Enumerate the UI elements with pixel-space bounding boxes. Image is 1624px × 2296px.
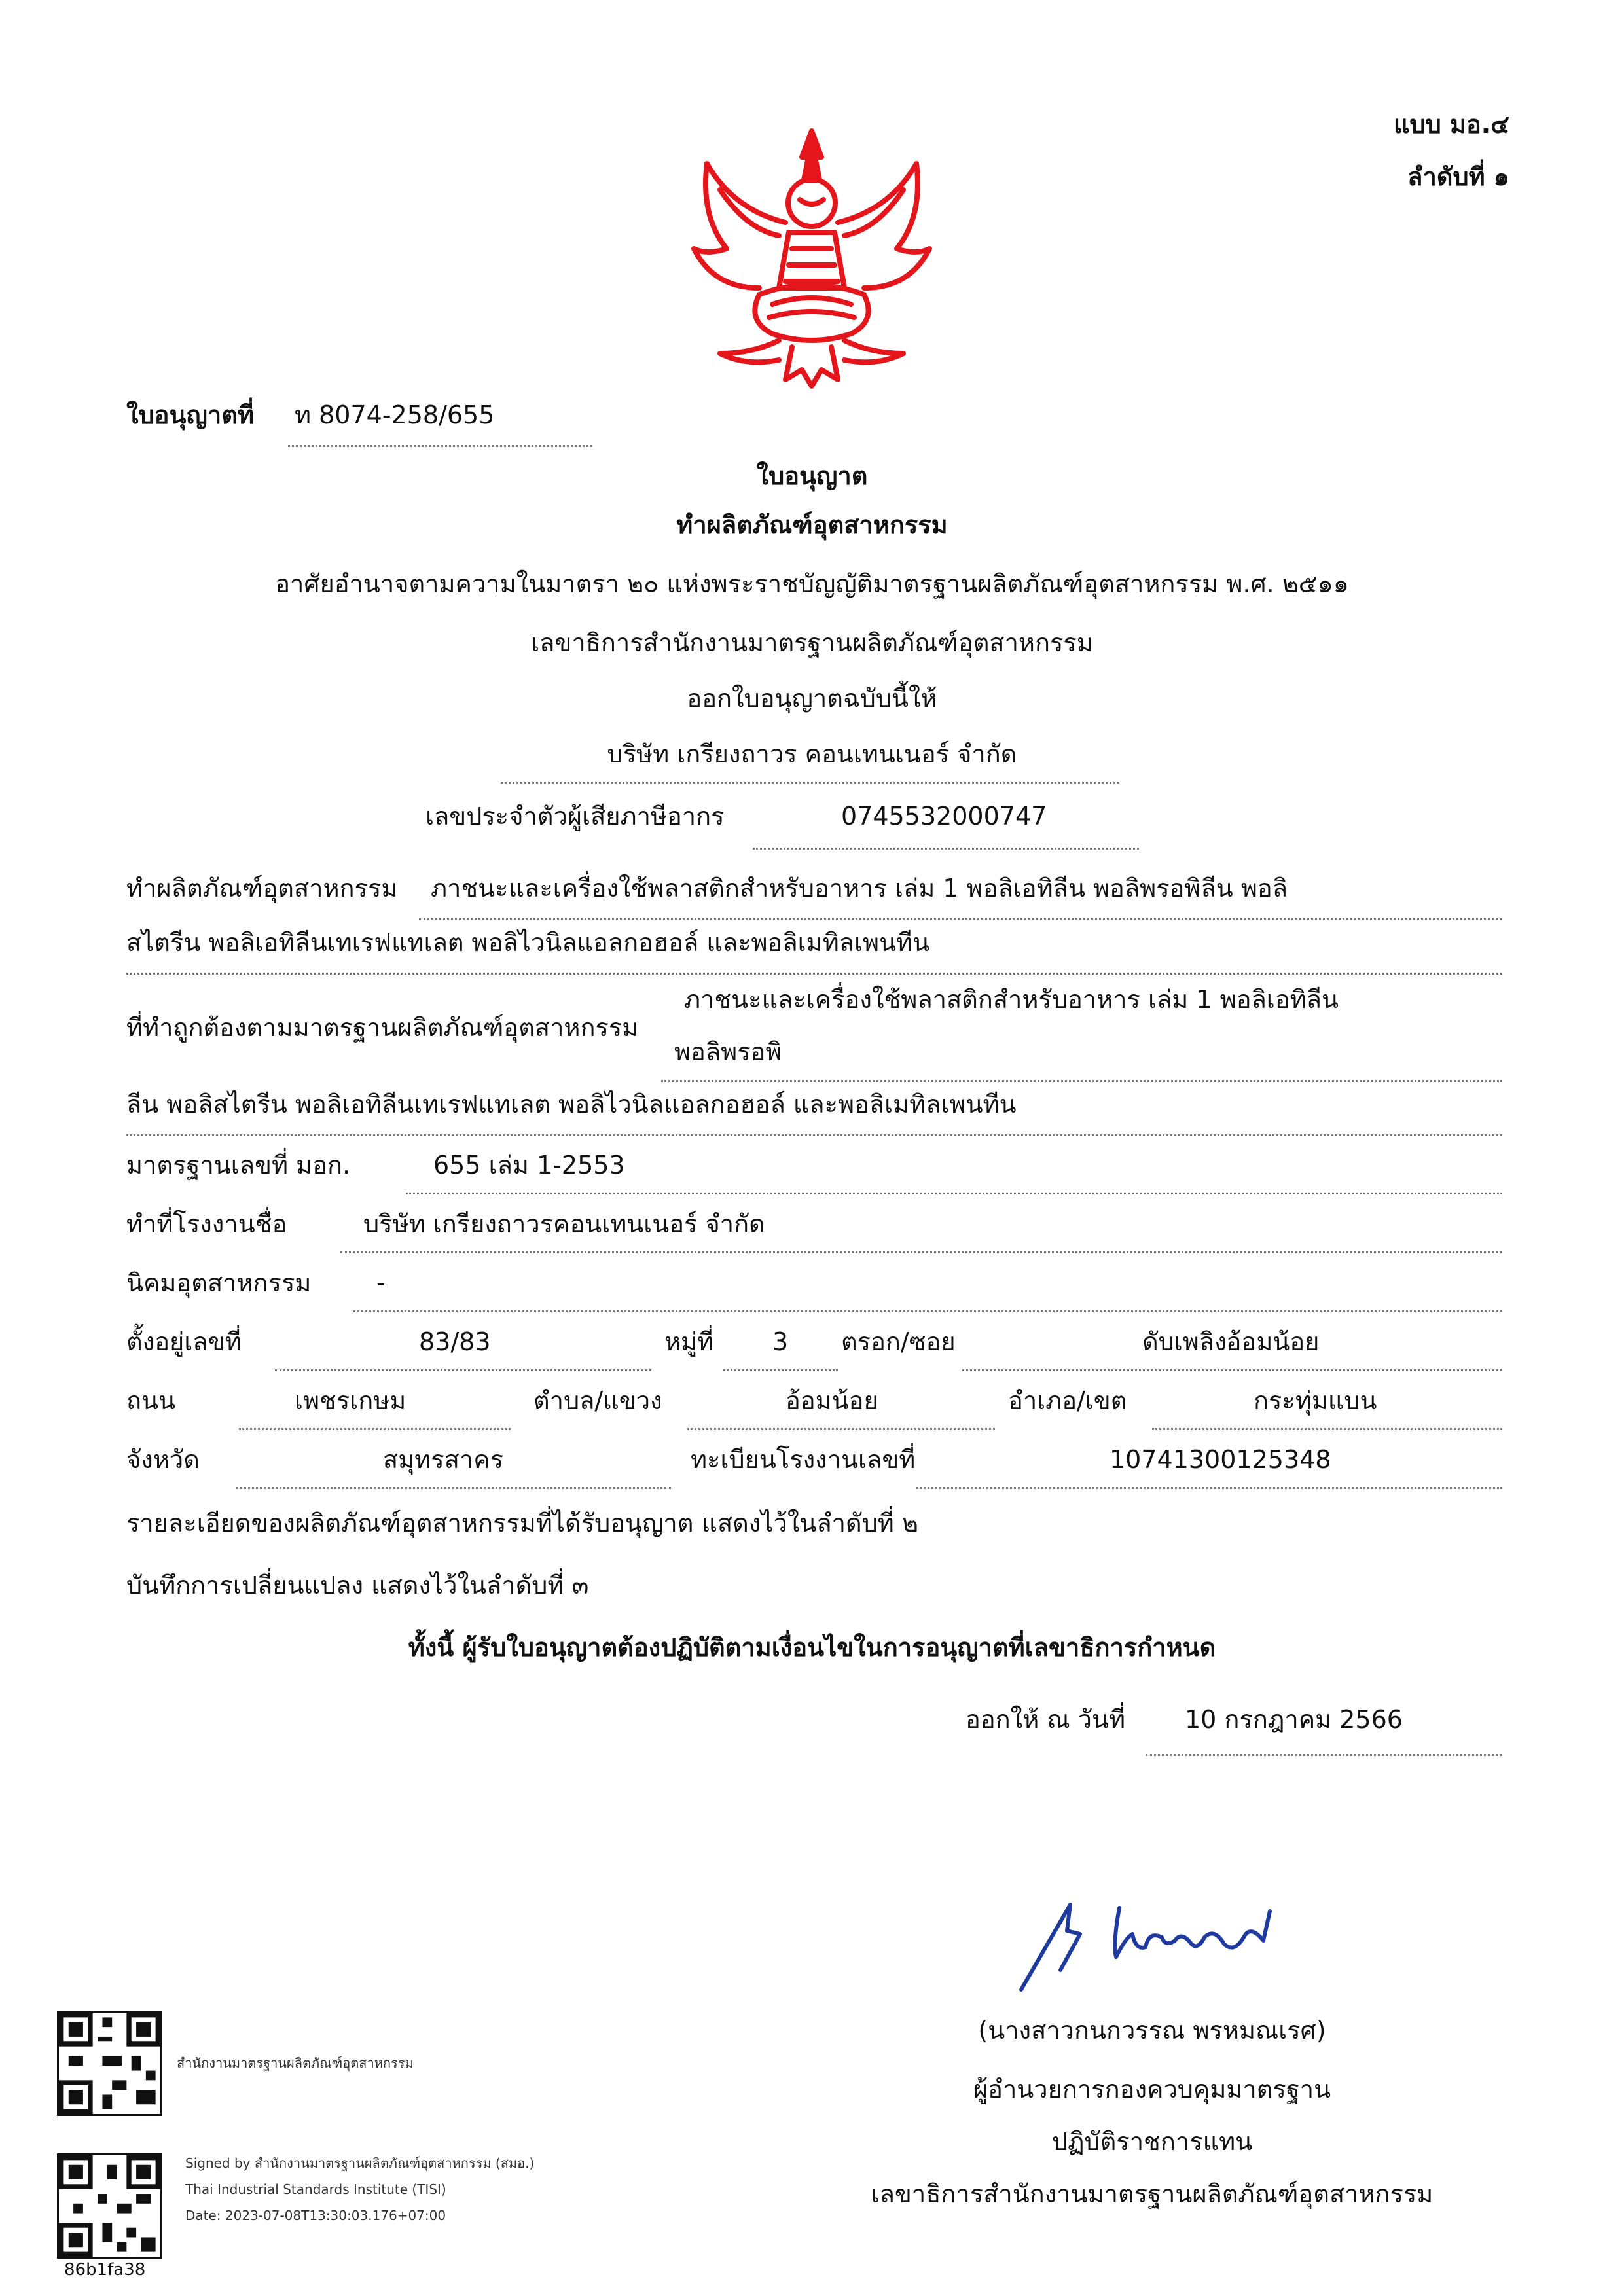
company-underline (501, 782, 1119, 784)
estate-label: นิคมอุตสาหกรรม (126, 1268, 312, 1297)
tax-id-underline (753, 848, 1139, 850)
issue-date-value: 10 กรกฎาคม 2566 (1185, 1705, 1403, 1734)
subdistrict-underline (687, 1428, 995, 1430)
standard-underline-1 (661, 1080, 1502, 1082)
changes-note: บันทึกการเปลี่ยนแปลง แสดงไว้ในลำดับที่ ๓ (126, 1571, 589, 1600)
signatory-title3: เลขาธิการสำนักงานมาตรฐานผลิตภัณฑ์อุตสาหกรรม (871, 2179, 1434, 2208)
factory-name-value: บริษัท เกรียงถาวรคอนเทนเนอร์ จำกัด (363, 1210, 765, 1238)
license-number-underline (288, 445, 592, 447)
factory-reg-value: 10741300125348 (1110, 1445, 1331, 1474)
signature-image (1008, 1885, 1309, 2003)
product-underline-1 (419, 918, 1502, 920)
estate-value: - (376, 1268, 386, 1297)
qr-pattern-icon (59, 2013, 160, 2114)
standard-line1: ภาชนะและเครื่องใช้พลาสติกสำหรับอาหาร เล่ม 1 พอลิเอทิลีน (684, 985, 1339, 1014)
district-underline (1152, 1428, 1502, 1430)
authority-line: อาศัยอำนาจตามความในมาตรา ๒๐ แห่งพระราชบัญญัติมาตรฐานผลิตภัณฑ์อุตสาหกรรม พ.ศ. ๒๕๑๑ (275, 569, 1349, 598)
issue-date-label: ออกให้ ณ วันที่ (965, 1705, 1126, 1734)
licensee-company: บริษัท เกรียงถาวร คอนเทนเนอร์ จำกัด (607, 740, 1017, 768)
district-value: กระทุ่มแบน (1254, 1386, 1377, 1415)
tax-id-value: 0745532000747 (841, 802, 1047, 831)
signatory-title2: ปฏิบัติราชการแทน (1051, 2127, 1253, 2156)
moo-value: 3 (772, 1327, 789, 1356)
moo-underline (723, 1369, 838, 1371)
detail-note: รายละเอียดของผลิตภัณฑ์อุตสาหกรรมที่ได้รับอนุญาต แสดงไว้ในลำดับที่ ๒ (126, 1509, 918, 1537)
moo-label: หมู่ที่ (664, 1327, 714, 1356)
form-type: แบบ มอ.๔ (1393, 110, 1509, 139)
product-underline-2 (126, 973, 1502, 975)
qr-pattern-icon (59, 2155, 160, 2257)
road-label: ถนน (126, 1386, 175, 1415)
factory-reg-label: ทะเบียนโรงงานเลขที่ (691, 1445, 916, 1474)
factory-name-underline (340, 1251, 1502, 1253)
address-no-underline (275, 1369, 651, 1371)
factory-reg-underline (916, 1487, 1502, 1489)
condition-note: ทั้งนี้ ผู้รับใบอนุญาตต้องปฏิบัติตามเงื่อนไขในการอนุญาตที่เลขาธิการกำหนด (408, 1633, 1216, 1662)
district-label: อำเภอ/เขต (1008, 1386, 1127, 1415)
standard-line2: ลีน พอลิสไตรีน พอลิเอทิลีนเทเรฟแทเลต พอลิไวนิลแอลกอฮอล์ และพอลิเมทิลเพนทีน (126, 1090, 1017, 1119)
estate-underline (353, 1310, 1502, 1312)
product-line2: สไตรีน พอลิเอทิลีนเทเรฟแทเลต พอลิไวนิลแอลกอฮอล์ และพอลิเมทิลเพนทีน (126, 928, 930, 957)
license-number-label: ใบอนุญาตที่ (126, 401, 254, 429)
factory-name-label: ทำที่โรงงานชื่อ (126, 1210, 287, 1238)
signatory-name: (นางสาวกนกวรรณ พรหมณเรศ) (978, 2016, 1326, 2045)
standard-no-value: 655 เล่ม 1-2553 (433, 1151, 625, 1179)
issue-line: ออกใบอนุญาตฉบับนี้ให้ (687, 684, 937, 713)
province-label: จังหวัด (126, 1445, 200, 1474)
verification-qr-code[interactable] (57, 2011, 162, 2116)
road-underline (239, 1428, 511, 1430)
soi-value: ดับเพลิงอ้อมน้อย (1142, 1327, 1320, 1356)
subdistrict-value: อ้อมน้อย (785, 1386, 878, 1415)
soi-label: ตรอก/ซอย (841, 1327, 956, 1356)
address-no-value: 83/83 (419, 1327, 491, 1356)
document-title: ใบอนุญาต (756, 461, 868, 490)
soi-underline (962, 1369, 1502, 1371)
standard-no-underline (406, 1193, 1502, 1194)
standard-label: ที่ทำถูกต้องตามมาตรฐานผลิตภัณฑ์อุตสาหกรรม (126, 1013, 639, 1042)
footer-org-en: Thai Industrial Standards Institute (TISI) (185, 2181, 446, 2197)
tax-id-label: เลขประจำตัวผู้เสียภาษีอากร (425, 802, 725, 831)
footer-date: Date: 2023-07-08T13:30:03.176+07:00 (185, 2208, 446, 2223)
footer-office: สำนักงานมาตรฐานผลิตภัณฑ์อุตสาหกรรม (177, 2055, 414, 2071)
product-line1: ภาชนะและเครื่องใช้พลาสติกสำหรับอาหาร เล่ม 1 พอลิเอทิลีน พอลิพรอพิลีน พอลิ (431, 874, 1288, 903)
issue-date-underline (1146, 1754, 1502, 1756)
form-order: ลำดับที่ ๑ (1407, 162, 1509, 191)
province-value: สมุทรสาคร (383, 1445, 504, 1474)
signature-qr-code[interactable] (57, 2153, 162, 2259)
standard-no-label: มาตรฐานเลขที่ มอก. (126, 1151, 351, 1179)
footer-signed-by: Signed by สำนักงานมาตรฐานผลิตภัณฑ์อุตสาหกรรม (สมอ.) (185, 2155, 535, 2171)
product-label: ทำผลิตภัณฑ์อุตสาหกรรม (126, 874, 398, 903)
road-value: เพชรเกษม (295, 1386, 406, 1415)
address-no-label: ตั้งอยู่เลขที่ (126, 1327, 242, 1356)
province-underline (236, 1487, 671, 1489)
secretary-line: เลขาธิการสำนักงานมาตรฐานผลิตภัณฑ์อุตสาหกรรม (531, 628, 1093, 657)
footer-hash: 86b1fa38 (64, 2260, 146, 2280)
standard-underline-2 (126, 1134, 1502, 1136)
subdistrict-label: ตำบล/แขวง (533, 1386, 662, 1415)
document-subtitle: ทำผลิตภัณฑ์อุตสาหกรรม (676, 511, 948, 539)
license-number-value: ท 8074-258/655 (295, 401, 495, 429)
standard-line1b: พอลิพรอพิ (674, 1037, 782, 1066)
signatory-title1: ผู้อำนวยการกองควบคุมมาตรฐาน (973, 2075, 1331, 2104)
garuda-emblem (681, 118, 943, 399)
